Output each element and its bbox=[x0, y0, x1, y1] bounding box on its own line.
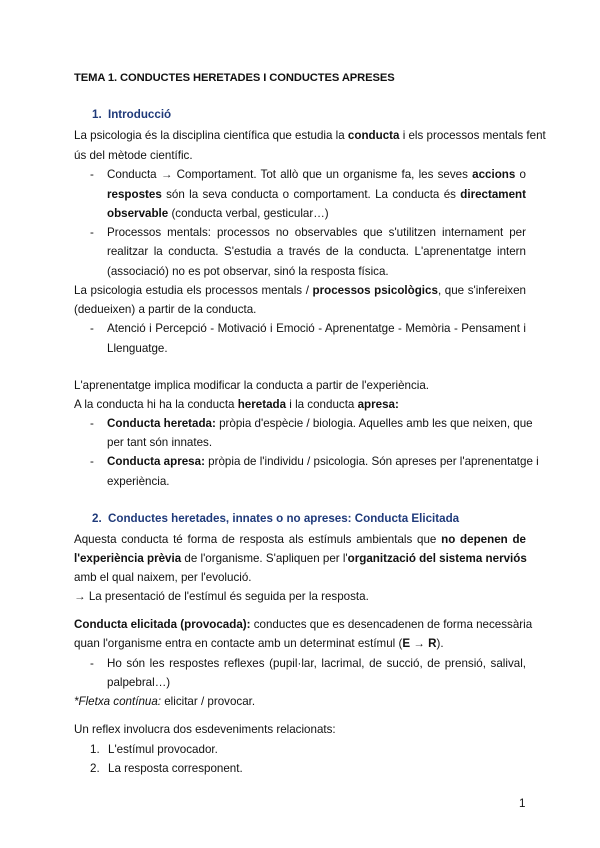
page-number: 1 bbox=[519, 797, 526, 810]
list-item: L'estímul provocador. bbox=[108, 743, 218, 756]
paragraph: Aquesta conducta té forma de resposta als estímuls ambientals que no depenen de bbox=[74, 533, 527, 546]
bullet-line: Processos mentals: processos no observables que s'utilitzen internament per bbox=[107, 226, 526, 239]
paragraph: l'experiència prèvia de l'organisme. S'apliquen per l'organització del sistema nerviós bbox=[74, 552, 527, 565]
list-number: 2. bbox=[90, 762, 100, 775]
paragraph: Un reflex involucra dos esdeveniments relacionats: bbox=[74, 723, 336, 736]
page-title: TEMA 1. CONDUCTES HERETADES I CONDUCTES APRESES bbox=[74, 72, 395, 84]
bullet-line: experiència. bbox=[107, 475, 170, 488]
bullet-dash: - bbox=[90, 417, 94, 430]
paragraph: → La presentació de l'estímul és seguida per la resposta. bbox=[74, 590, 369, 603]
bullet-dash: - bbox=[90, 455, 94, 468]
paragraph: ús del mètode científic. bbox=[74, 149, 193, 162]
bullet-dash: - bbox=[90, 657, 94, 670]
bullet-line: per tant són innates. bbox=[107, 436, 213, 449]
list-item: La resposta corresponent. bbox=[108, 762, 243, 775]
bullet-line: Atenció i Percepció - Motivació i Emoció - Aprenentatge - Memòria - Pensament i bbox=[107, 322, 526, 335]
bullet-line: Llenguatge. bbox=[107, 342, 168, 355]
section-2-number: 2. bbox=[92, 512, 102, 525]
section-1-number: 1. bbox=[92, 108, 102, 121]
bullet-line: Conducta heretada: pròpia d'espècie / biologia. Aquelles amb les que neixen, que bbox=[107, 417, 533, 430]
paragraph: (dedueixen) a partir de la conducta. bbox=[74, 303, 257, 316]
paragraph: A la conducta hi ha la conducta heretada i la conducta apresa: bbox=[74, 398, 399, 411]
bullet-line: (associació) no es pot observar, sinó la resposta física. bbox=[107, 265, 389, 278]
bullet-dash: - bbox=[90, 226, 94, 239]
bullet-line: Conducta apresa: pròpia de l'individu / psicologia. Són apreses per l'aprenentatge i bbox=[107, 455, 539, 468]
paragraph: L'aprenentatge implica modificar la conducta a partir de l'experiència. bbox=[74, 379, 430, 392]
paragraph: quan l'organisme entra en contacte amb un determinat estímul (E → R). bbox=[74, 637, 444, 650]
bullet-line: realitzar la conducta. S'estudia a través de la conducta. L'aprenentatge intern bbox=[107, 245, 526, 258]
paragraph: Conducta elicitada (provocada): conductes que es desencadenen de forma necessària bbox=[74, 618, 533, 631]
footnote: *Fletxa contínua: elicitar / provocar. bbox=[74, 695, 256, 708]
bullet-line: respostes són la seva conducta o comportament. La conducta és directament bbox=[107, 188, 526, 201]
paragraph: La psicologia estudia els processos mentals / processos psicològics, que s'infereixen bbox=[74, 284, 526, 297]
bullet-dash: - bbox=[90, 322, 94, 335]
section-1-heading: Introducció bbox=[108, 108, 172, 121]
section-2-heading: Conductes heretades, innates o no apreses: Conducta Elicitada bbox=[108, 512, 460, 525]
paragraph: amb el qual naixem, per l'evolució. bbox=[74, 571, 252, 584]
bullet-line: palpebral…) bbox=[107, 676, 171, 689]
bullet-line: Conducta → Comportament. Tot allò que un organisme fa, les seves accions o bbox=[107, 168, 526, 181]
bullet-line: Ho són les respostes reflexes (pupil·lar, lacrimal, de succió, de prensió, salival, bbox=[107, 657, 526, 670]
bullet-line: observable (conducta verbal, gesticular…) bbox=[107, 207, 329, 220]
list-number: 1. bbox=[90, 743, 100, 756]
paragraph: La psicologia és la disciplina científica que estudia la conducta i els processos mentals fent bbox=[74, 129, 546, 142]
bullet-dash: - bbox=[90, 168, 94, 181]
